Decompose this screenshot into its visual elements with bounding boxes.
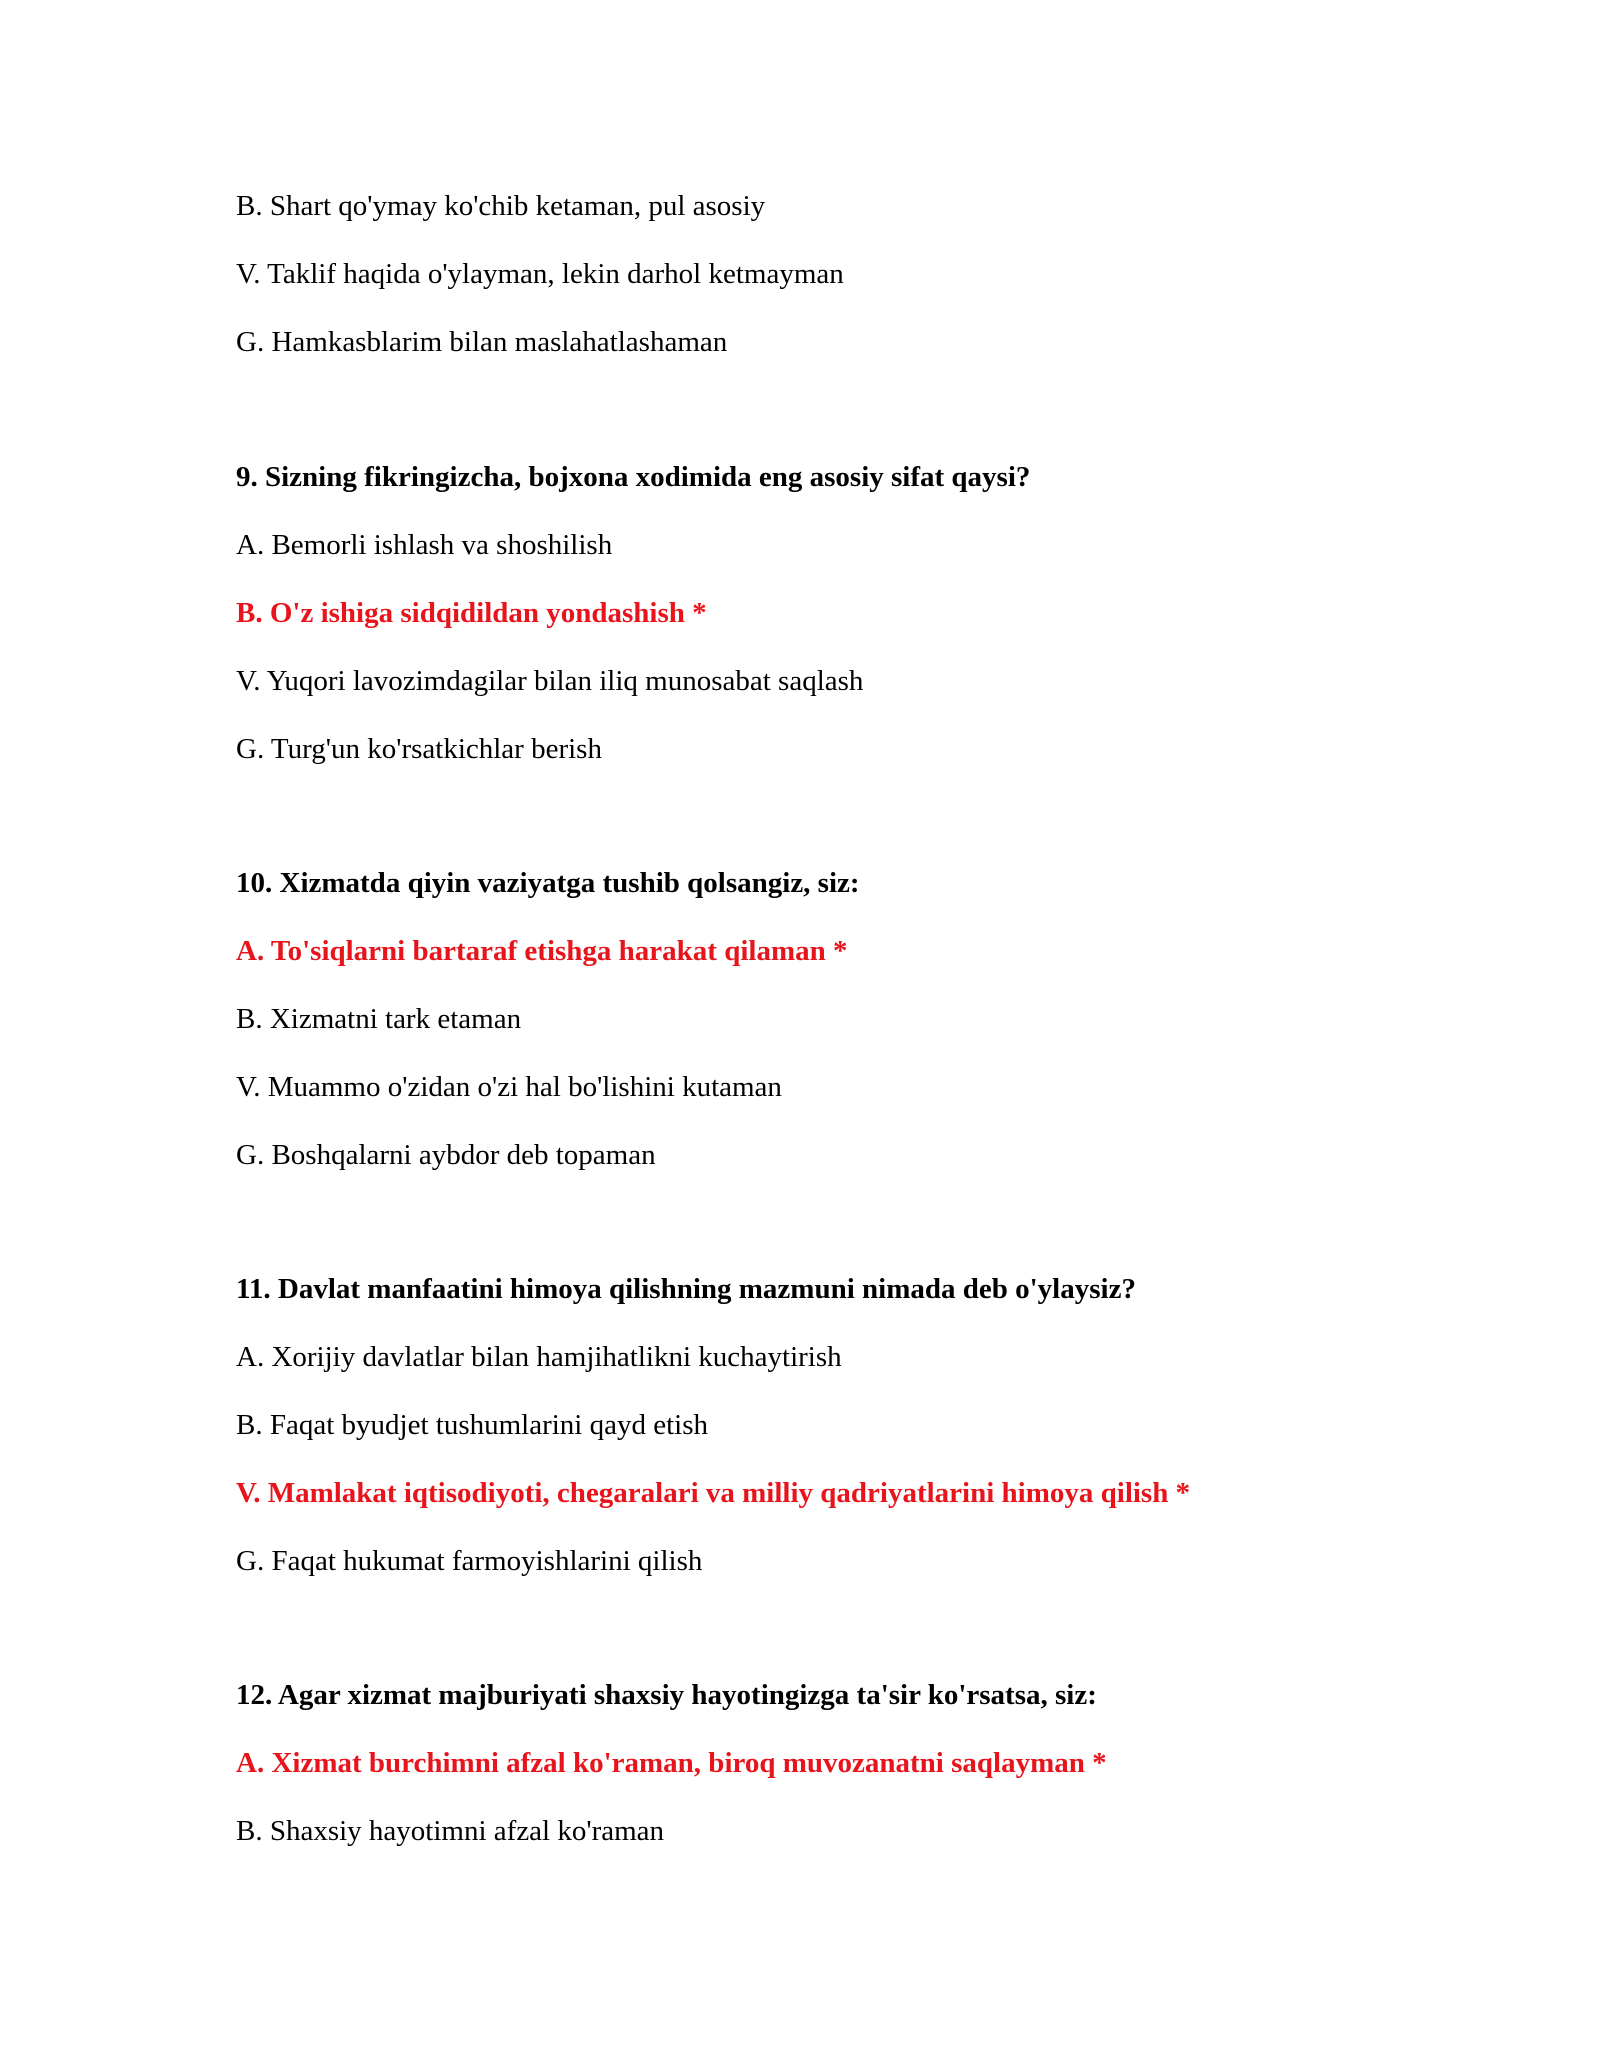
q12-question: 12. Agar xizmat majburiyati shaxsiy hayotingizga ta'sir ko'rsatsa, siz:: [236, 1679, 1097, 1711]
q8-option-g: G. Hamkasblarim bilan maslahatlashaman: [236, 326, 728, 358]
q10-option-v: V. Muammo o'zidan o'zi hal bo'lishini kutaman: [236, 1071, 782, 1103]
q9-option-b-correct: B. O'z ishiga sidqidildan yondashish *: [236, 597, 707, 629]
q12-option-b: B. Shaxsiy hayotimni afzal ko'raman: [236, 1815, 665, 1847]
q9-option-g: G. Turg'un ko'rsatkichlar berish: [236, 733, 602, 765]
q11-option-a: A. Xorijiy davlatlar bilan hamjihatlikni kuchaytirish: [236, 1341, 842, 1373]
q8-option-v: V. Taklif haqida o'ylayman, lekin darhol ketmayman: [236, 258, 844, 290]
q11-option-b: B. Faqat byudjet tushumlarini qayd etish: [236, 1409, 709, 1441]
q11-option-g: G. Faqat hukumat farmoyishlarini qilish: [236, 1545, 703, 1577]
q10-option-a-correct: A. To'siqlarni bartaraf etishga harakat qilaman *: [236, 935, 848, 967]
q9-question: 9. Sizning fikringizcha, bojxona xodimida eng asosiy sifat qaysi?: [236, 461, 1031, 493]
q11-option-v-correct: V. Mamlakat iqtisodiyoti, chegaralari va milliy qadriyatlarini himoya qilish *: [236, 1477, 1191, 1509]
q9-option-v: V. Yuqori lavozimdagilar bilan iliq munosabat saqlash: [236, 665, 864, 697]
q11-question: 11. Davlat manfaatini himoya qilishning mazmuni nimada deb o'ylaysiz?: [236, 1273, 1136, 1305]
q9-option-a: A. Bemorli ishlash va shoshilish: [236, 529, 613, 561]
q8-option-b: B. Shart qo'ymay ko'chib ketaman, pul asosiy: [236, 190, 766, 222]
q10-question: 10. Xizmatda qiyin vaziyatga tushib qolsangiz, siz:: [236, 867, 860, 899]
q12-option-a-correct: A. Xizmat burchimni afzal ko'raman, biroq muvozanatni saqlayman *: [236, 1747, 1107, 1779]
q10-option-g: G. Boshqalarni aybdor deb topaman: [236, 1139, 656, 1171]
q10-option-b: B. Xizmatni tark etaman: [236, 1003, 522, 1035]
